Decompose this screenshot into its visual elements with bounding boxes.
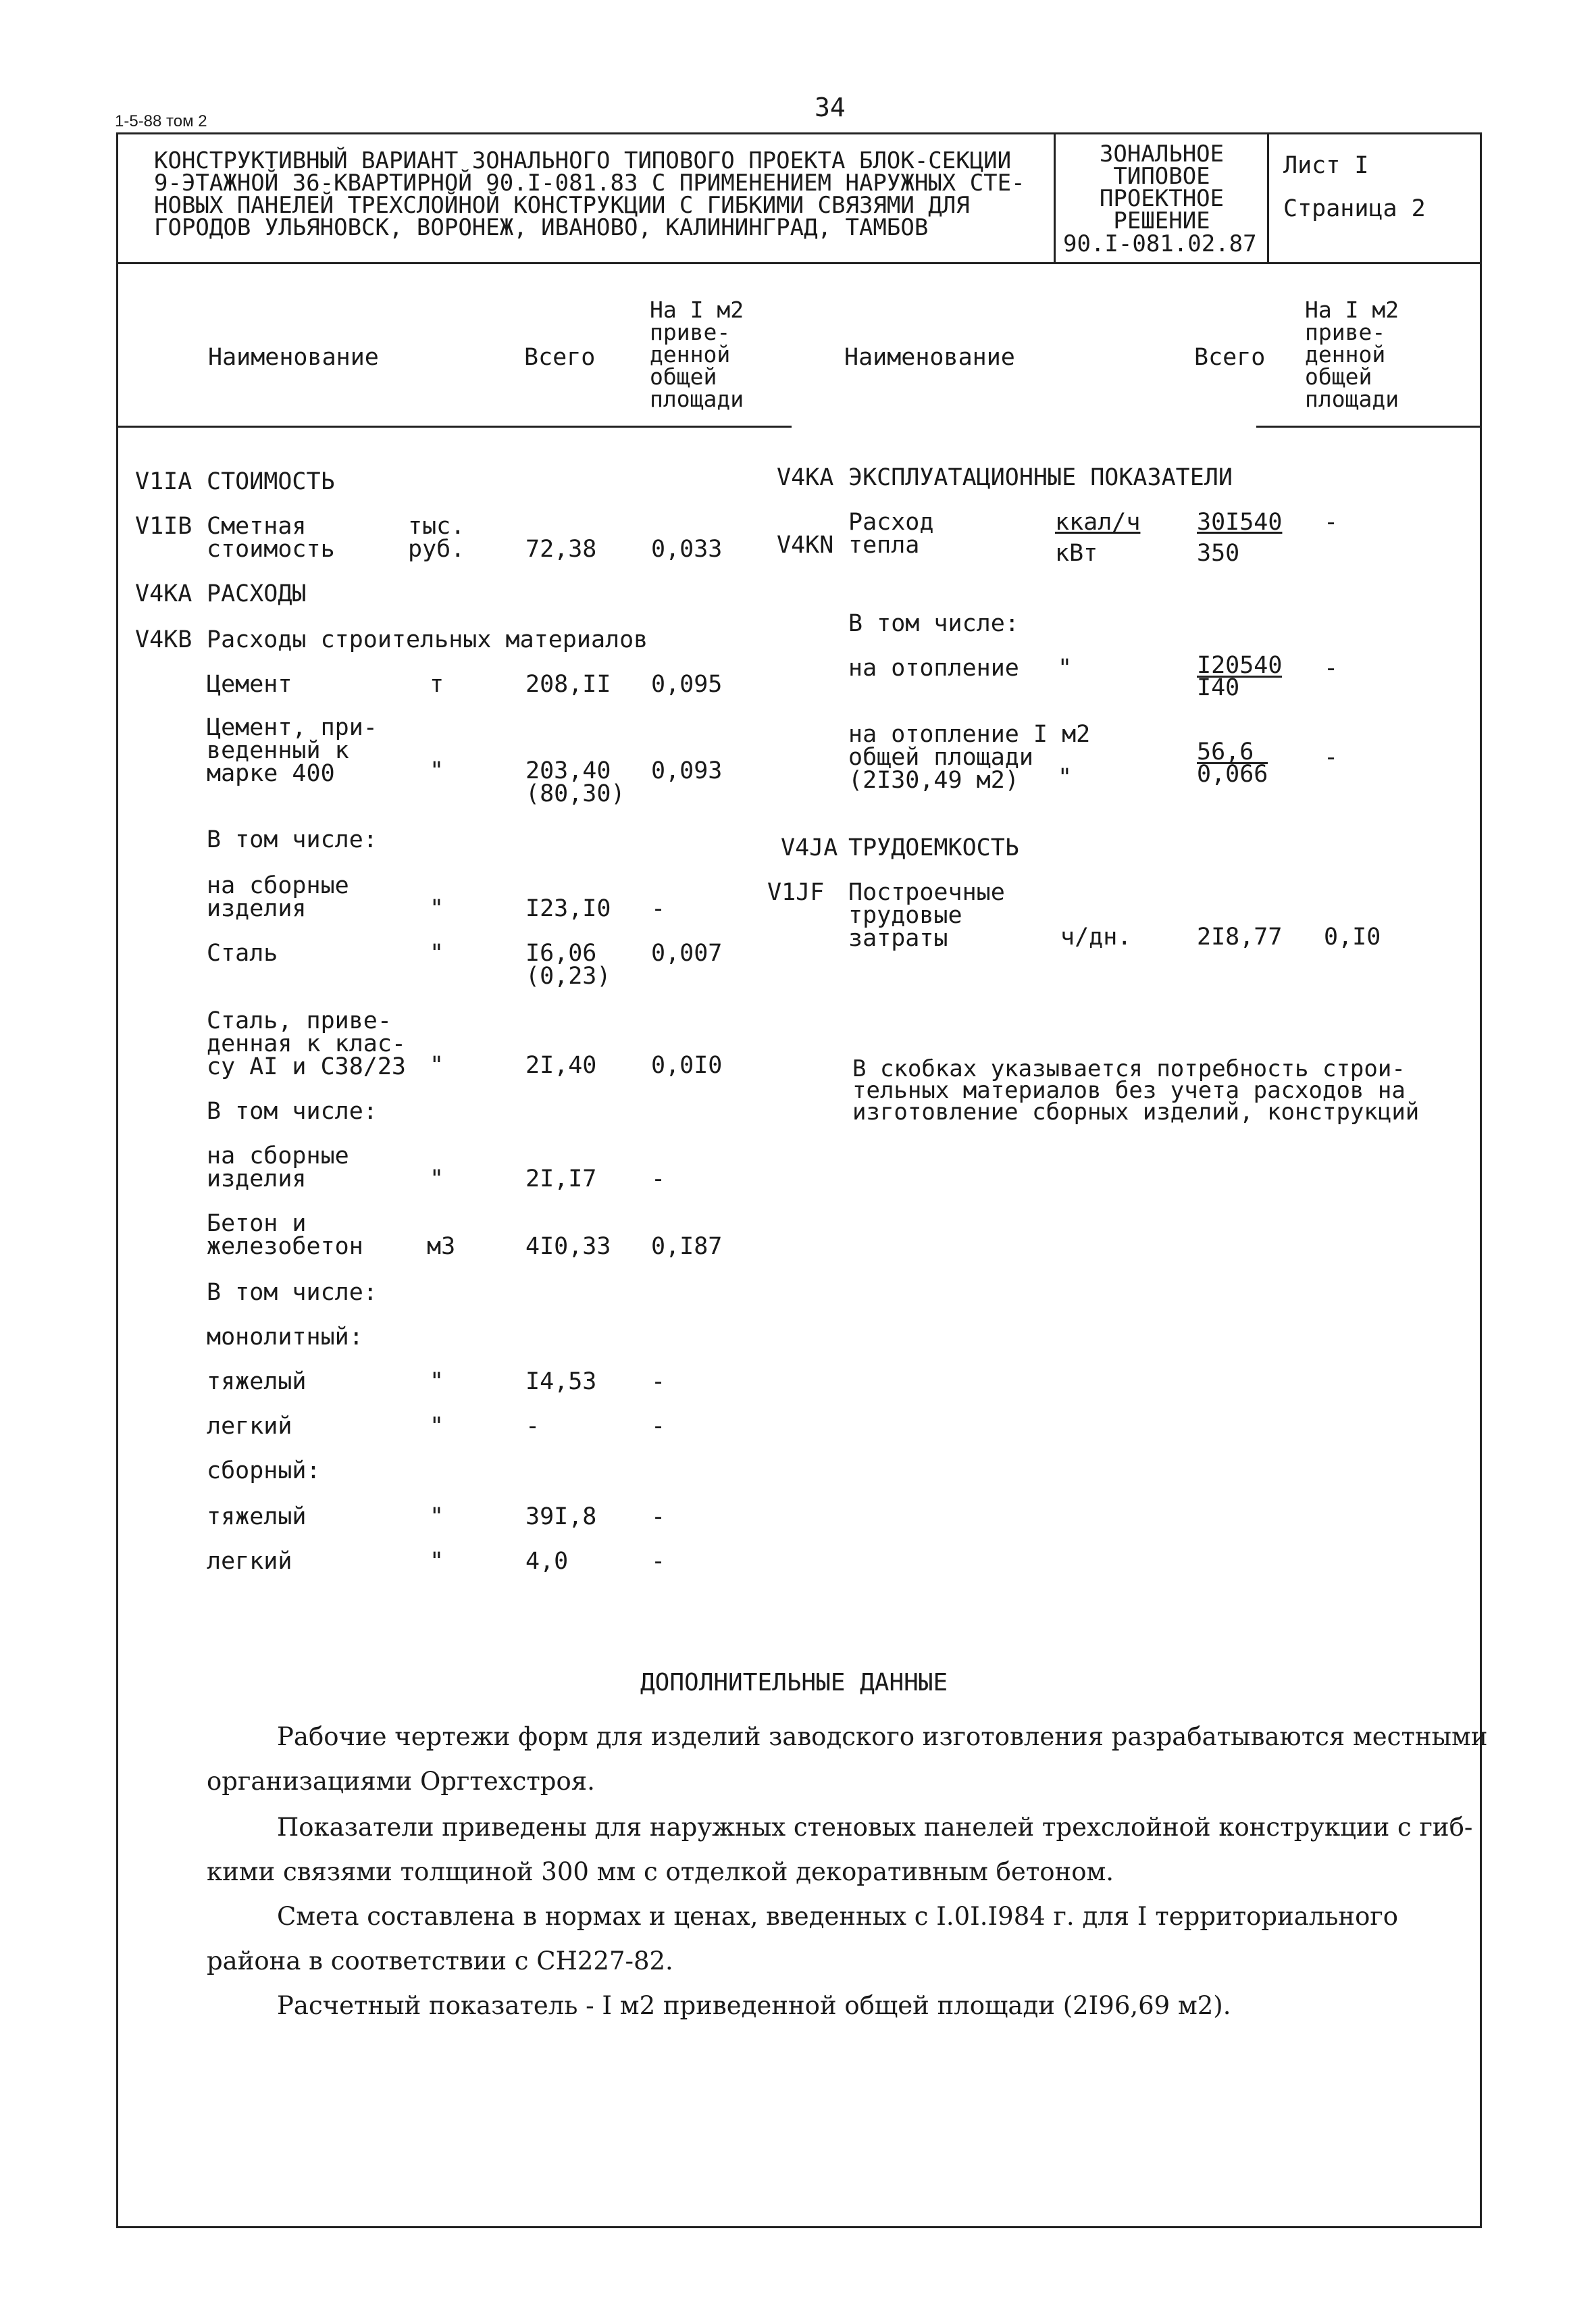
steel-ai-unit: " — [430, 1052, 444, 1079]
concrete-name: Бетон и железобетон — [207, 1210, 363, 1260]
heating-m2-den: 0,066 — [1197, 761, 1268, 788]
additional-p2-line1: Показатели приведены для наружных стеновых панелей трехслойной конструкции с гиб- — [277, 1813, 1473, 1842]
code-v4ka-left: V4KA — [135, 580, 192, 607]
precast2-per: - — [651, 1165, 666, 1192]
incl-label-3: В том числе: — [207, 1279, 378, 1306]
heat-unit-num: ккал/ч — [1055, 509, 1141, 536]
concrete-total: 4I0,33 — [525, 1233, 611, 1260]
code-v1jf: V1JF — [767, 879, 825, 906]
mono-heavy-total: I4,53 — [525, 1368, 597, 1395]
pre-light-unit: " — [430, 1548, 444, 1575]
pre-light-per: - — [651, 1548, 666, 1575]
heating-total-den: I40 — [1197, 674, 1240, 701]
header-per-m2-left: На I м2 приве- денной общей площади — [650, 297, 744, 412]
page-label: Страница 2 — [1283, 195, 1426, 222]
heat-unit — [1055, 511, 1140, 565]
additional-p2-line2: кими связями толщиной 300 мм с отделкой декоративным бетоном. — [207, 1857, 1114, 1886]
title-block-divider-1 — [1054, 132, 1056, 262]
concrete-per: 0,I87 — [651, 1233, 723, 1260]
heat-total-num: 30I540 — [1197, 509, 1283, 536]
code-v4kn: V4KN — [777, 532, 834, 559]
section-cost-title: СТОИМОСТЬ — [207, 468, 335, 495]
code-v1ib: V1IB — [135, 513, 192, 540]
monolithic-label: монолитный: — [207, 1324, 363, 1351]
title-block-divider-2 — [1267, 132, 1269, 262]
estimated-cost-total: 72,38 — [525, 536, 597, 563]
labor-unit: ч/дн. — [1060, 924, 1132, 951]
header-total-left: Всего — [524, 344, 596, 371]
precast2-unit: " — [430, 1165, 444, 1192]
heat-name: Расход тепла — [848, 509, 934, 559]
pre-heavy-name: тяжелый — [207, 1503, 307, 1530]
heating-m2-num: 56,6 — [1197, 743, 1268, 764]
page-number: 34 — [815, 93, 846, 122]
labor-total: 2I8,77 — [1197, 924, 1283, 951]
section-operational-title: ЭКСПЛУАТАЦИОННЫЕ ПОКАЗАТЕЛИ — [848, 464, 1233, 491]
mono-light-total: - — [525, 1413, 540, 1440]
steel-ai-name: Сталь, приве- денная к клас- су AI и С38/23 — [207, 1007, 407, 1080]
steel-ai-per: 0,0I0 — [651, 1052, 723, 1079]
additional-p3-line1: Смета составлена в нормах и ценах, введенных с I.0I.I984 г. для I территориального — [277, 1902, 1399, 1931]
cement400-total: 203,40 (80,30) — [525, 757, 625, 807]
incl-label-1: В том числе: — [207, 826, 378, 853]
cement400-name: Цемент, при- веденный к марке 400 — [207, 714, 378, 787]
incl-label-2: В том числе: — [207, 1098, 378, 1125]
cement400-unit: " — [430, 757, 444, 784]
cement-unit: т — [430, 671, 444, 698]
materials-title: Расходы строительных материалов — [207, 626, 648, 653]
code-v4kb: V4KB — [135, 626, 192, 653]
cement400-per: 0,093 — [651, 757, 723, 784]
heat-per: - — [1324, 509, 1339, 536]
mono-heavy-per: - — [651, 1368, 666, 1395]
sheet-code: 1-5-88 том 2 — [115, 112, 207, 130]
heating-m2-unit: " — [1058, 764, 1073, 791]
heat-total-den: 350 — [1197, 540, 1240, 567]
mono-light-name: легкий — [207, 1413, 292, 1440]
steel-per: 0,007 — [651, 940, 723, 967]
steel-unit: " — [430, 940, 444, 967]
precast-label: сборный: — [207, 1457, 321, 1484]
header-total-right: Всего — [1194, 344, 1266, 371]
pre-light-total: 4,0 — [525, 1548, 569, 1575]
additional-p1-line1: Рабочие чертежи форм для изделий заводского изготовления разрабатываются местными — [277, 1722, 1488, 1751]
code-v4ja: V4JA — [781, 834, 838, 861]
mono-heavy-name: тяжелый — [207, 1368, 307, 1395]
heating-name: на отопление — [848, 655, 1019, 682]
precast2-name: на сборные изделия — [207, 1142, 349, 1192]
estimated-cost-name: Сметная стоимость — [207, 513, 335, 563]
concrete-unit: м3 — [427, 1233, 456, 1260]
heat-total — [1197, 511, 1282, 565]
parentheses-note: В скобках указывается потребность строи- тельных материалов без учета расходов на изготовление сборных изделий, конструкций — [852, 1055, 1420, 1126]
additional-p4: Расчетный показатель - I м2 приведенной общей площади (2I96,69 м2). — [277, 1991, 1231, 2020]
labor-name: Построечные трудовые затраты — [848, 879, 1005, 952]
labor-per: 0,I0 — [1324, 924, 1381, 951]
decision-code: 90.I-081.02.87 — [1063, 230, 1257, 257]
section-labor-title: ТРУДОЕМКОСТЬ — [848, 834, 1019, 861]
precast1-name: на сборные изделия — [207, 872, 349, 922]
precast2-total: 2I,I7 — [525, 1165, 597, 1192]
mono-heavy-unit: " — [430, 1368, 444, 1395]
heating-total — [1197, 652, 1283, 701]
table-header-bottom-right — [1256, 426, 1482, 428]
cement-per: 0,095 — [651, 671, 723, 698]
cement-total: 208,II — [525, 671, 611, 698]
pre-light-name: легкий — [207, 1548, 292, 1575]
section-expenses-title: РАСХОДЫ — [207, 580, 307, 607]
heat-unit-den: кВт — [1055, 540, 1098, 567]
header-per-m2-right: На I м2 приве- денной общей площади — [1305, 297, 1399, 412]
precast1-unit: " — [430, 895, 444, 922]
decision-label: ЗОНАЛЬНОЕ ТИПОВОЕ ПРОЕКТНОЕ РЕШЕНИЕ — [1099, 141, 1225, 234]
header-name-left: Наименование — [208, 344, 379, 371]
heating-unit: " — [1058, 655, 1073, 682]
mono-light-per: - — [651, 1413, 666, 1440]
steel-total: I6,06 (0,23) — [525, 940, 611, 990]
heating-m2-name: на отопление I м2 общей площади (2I30,49 м2) — [848, 721, 1091, 794]
steel-name: Сталь — [207, 940, 278, 967]
additional-p1-line2: организациями Оргтехстроя. — [207, 1767, 595, 1796]
additional-title: ДОПОЛНИТЕЛЬНЫЕ ДАННЫЕ — [640, 1669, 948, 1696]
precast1-total: I23,I0 — [525, 895, 611, 922]
incl-label-right: В том числе: — [848, 610, 1019, 637]
steel-ai-total: 2I,40 — [525, 1052, 597, 1079]
code-v4ka-right: V4KA — [777, 464, 834, 491]
header-name-right: Наименование — [844, 344, 1015, 371]
precast1-per: - — [651, 895, 666, 922]
heating-total-num: I20540 — [1197, 652, 1283, 679]
pre-heavy-per: - — [651, 1503, 666, 1530]
mono-light-unit: " — [430, 1413, 444, 1440]
title-block-bottom — [116, 262, 1482, 264]
project-title: КОНСТРУКТИВНЫЙ ВАРИАНТ ЗОНАЛЬНОГО ТИПОВОГО ПРОЕКТА БЛОК-СЕКЦИИ 9-ЭТАЖНОЙ 36-КВАРТИРНОЙ 90.I-081.83 С ПРИМЕНЕНИЕМ НАРУЖНЫХ СТЕ- НОВЫХ ПАНЕЛЕЙ ТРЕХСЛОЙНОЙ КОНСТРУКЦИИ С ГИБКИМИ СВЯЗЯМИ ДЛЯ ГОРОДОВ УЛЬЯНОВСК, ВОРОНЕЖ, ИВАНОВО, КАЛИНИНГРАД, ТАМБОВ — [154, 147, 1025, 241]
sheet-label: Лист I — [1283, 152, 1369, 179]
pre-heavy-unit: " — [430, 1503, 444, 1530]
pre-heavy-total: 39I,8 — [525, 1503, 597, 1530]
heating-per: - — [1324, 655, 1339, 682]
table-header-bottom — [116, 426, 792, 428]
additional-p3-line2: района в соответствии с СН227-82. — [207, 1946, 673, 1976]
cement-name: Цемент — [207, 671, 292, 698]
heating-m2-per: - — [1324, 744, 1339, 771]
estimated-cost-unit: тыс. руб. — [408, 513, 465, 563]
estimated-cost-per: 0,033 — [651, 536, 723, 563]
heating-m2-total — [1197, 738, 1268, 788]
code-v1ia: V1IA — [135, 468, 192, 495]
